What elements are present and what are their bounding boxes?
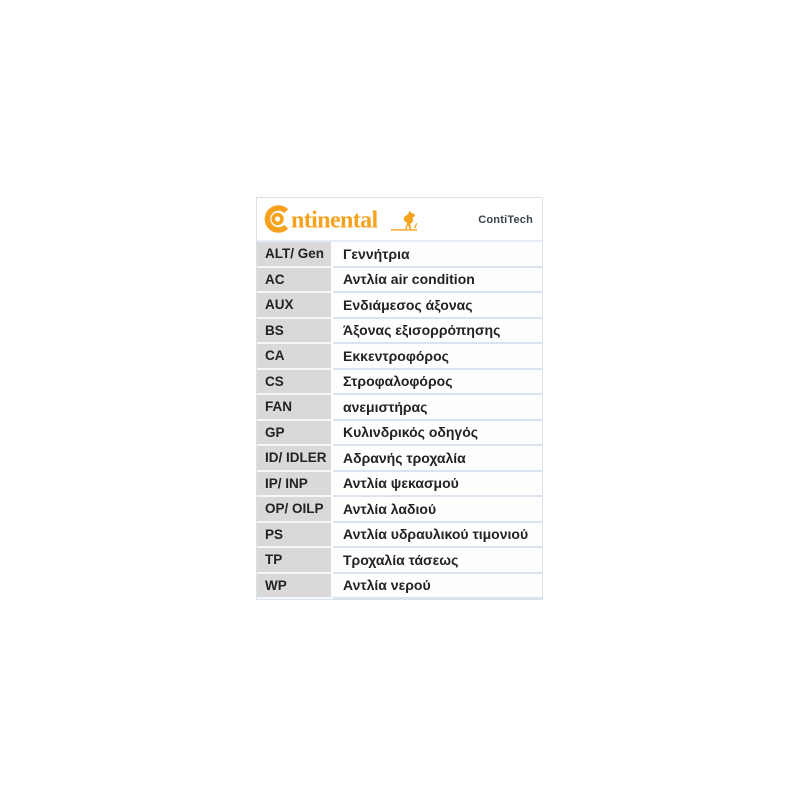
table-row xyxy=(257,268,542,294)
description-cell: Στροφαλοφόρος xyxy=(333,370,542,396)
table-row xyxy=(257,421,542,447)
table-row xyxy=(257,523,542,549)
table-row xyxy=(257,319,542,345)
description-cell: Τροχαλία τάσεως xyxy=(333,548,542,574)
description-cell: Κυλινδρικός οδηγός xyxy=(333,421,542,447)
continental-logo-text: ntinental xyxy=(291,207,378,234)
description-cell: Εκκεντροφόρος xyxy=(333,344,542,370)
abbreviation-code-cell: CA xyxy=(257,344,331,370)
abbreviation-code-cell: OP/ OILP xyxy=(257,497,331,523)
abbreviation-code-cell: AC xyxy=(257,268,331,294)
table-row xyxy=(257,548,542,574)
description-cell: Ενδιάμεσος άξονας xyxy=(333,293,542,319)
abbreviation-code-cell: TP xyxy=(257,548,331,574)
description-cell: Αντλία υδραυλικού τιμονιού xyxy=(333,523,542,549)
table-row xyxy=(257,293,542,319)
table-row xyxy=(257,370,542,396)
brand-header xyxy=(257,198,542,242)
table-row xyxy=(257,497,542,523)
description-cell: ανεμιστήρας xyxy=(333,395,542,421)
contitech-wordmark: ContiTech xyxy=(478,214,533,226)
abbreviation-code-cell: GP xyxy=(257,421,331,447)
abbreviation-code-cell: CS xyxy=(257,370,331,396)
table-row xyxy=(257,472,542,498)
abbreviation-code-cell: BS xyxy=(257,319,331,345)
table-row xyxy=(257,395,542,421)
abbreviation-code-cell: ID/ IDLER xyxy=(257,446,331,472)
abbreviation-legend-table xyxy=(257,242,542,599)
abbreviation-code-cell: IP/ INP xyxy=(257,472,331,498)
continental-logo xyxy=(263,204,423,234)
description-cell: Αντλία νερού xyxy=(333,574,542,600)
description-cell: Αντλία air condition xyxy=(333,268,542,294)
description-cell: Γεννήτρια xyxy=(333,242,542,268)
abbreviation-code-cell: WP xyxy=(257,574,331,600)
rearing-horse-icon xyxy=(391,211,417,231)
abbreviation-code-cell: ALT/ Gen xyxy=(257,242,331,268)
abbreviation-code-cell: AUX xyxy=(257,293,331,319)
description-cell: Αντλία ψεκασμού xyxy=(333,472,542,498)
abbreviation-code-cell: PS xyxy=(257,523,331,549)
table-row xyxy=(257,344,542,370)
table-row xyxy=(257,242,542,268)
description-cell: Αντλία λαδιού xyxy=(333,497,542,523)
description-cell: Αδρανής τροχαλία xyxy=(333,446,542,472)
table-row xyxy=(257,574,542,600)
table-row xyxy=(257,446,542,472)
legend-sheet xyxy=(256,197,543,600)
continental-c-icon xyxy=(267,208,286,230)
description-cell: Άξονας εξισορρόπησης xyxy=(333,319,542,345)
abbreviation-code-cell: FAN xyxy=(257,395,331,421)
